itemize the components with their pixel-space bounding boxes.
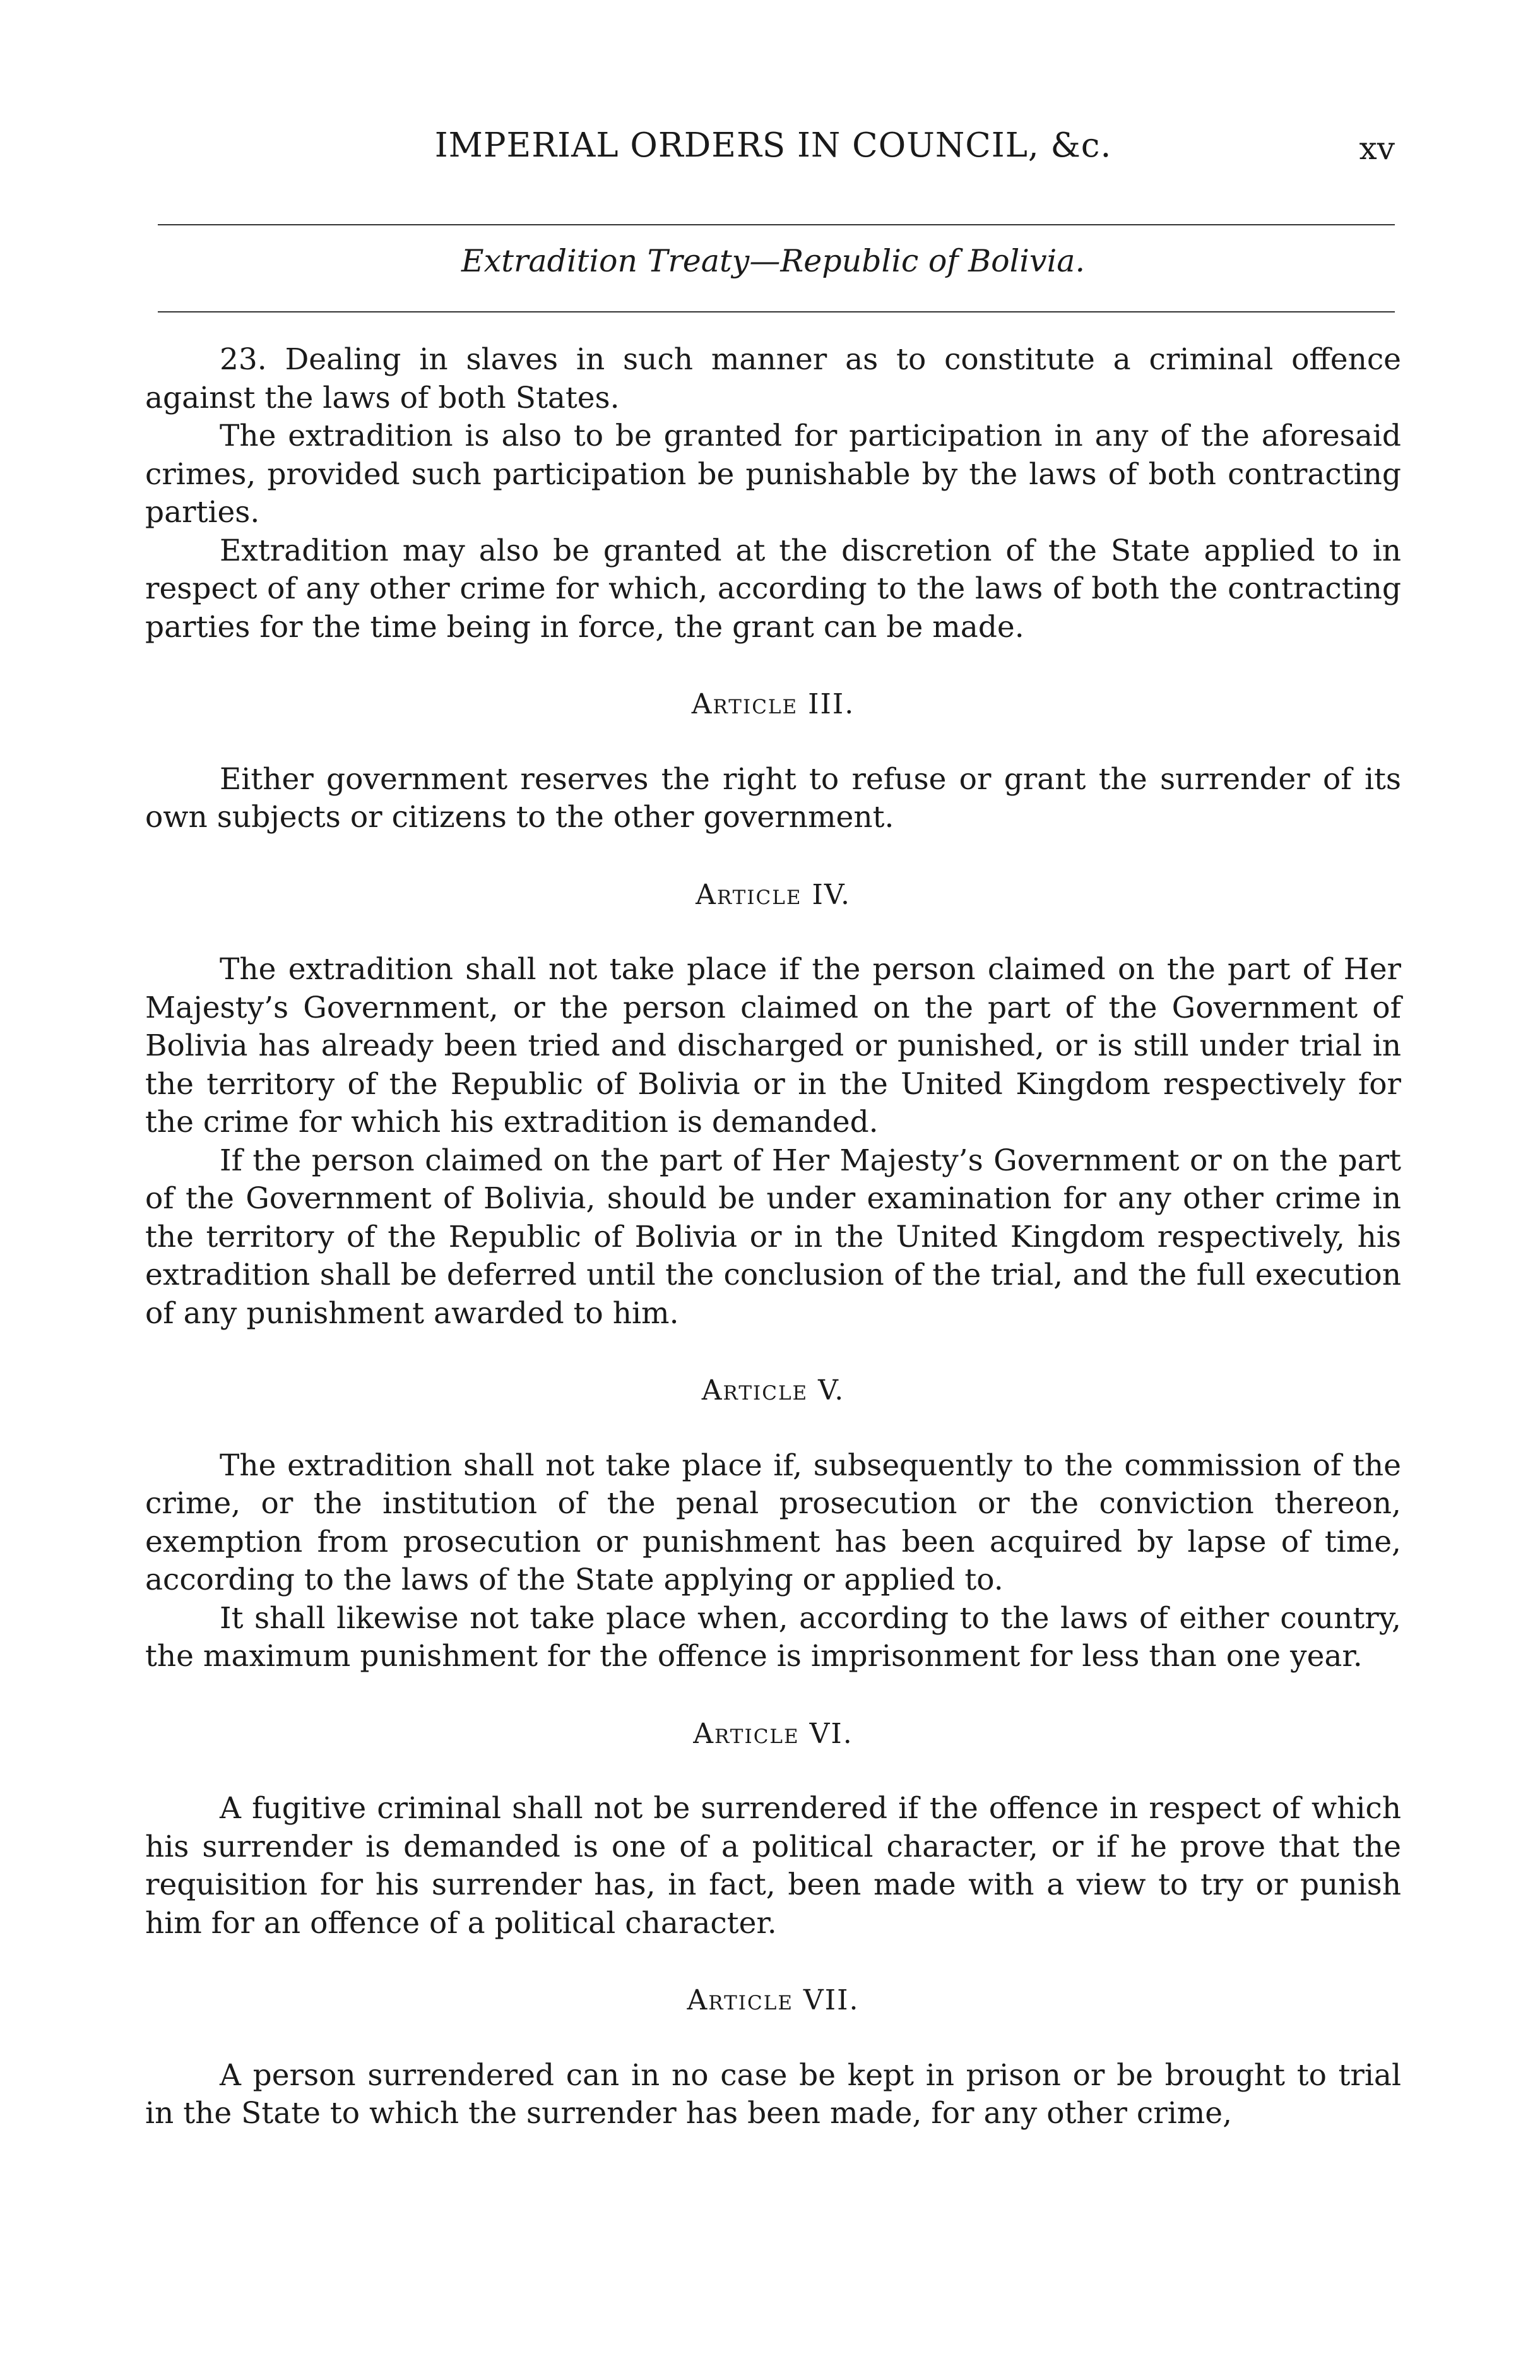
spacer <box>145 1333 1401 1372</box>
paragraph: It shall likewise not take place when, according to the laws of either country, the maximum punishment for the offence is imprisonment for less than one year. <box>145 1600 1401 1674</box>
body-text <box>145 341 1401 2133</box>
article-heading: Article VI. <box>693 1717 853 1750</box>
paragraph: The extradition is also to be granted for participation in any of the aforesaid crimes, provided such participation be punishable by the laws of both contracting parties. <box>145 419 1401 530</box>
header-rule-top <box>158 224 1395 225</box>
spacer <box>145 837 1401 876</box>
running-title: IMPERIAL ORDERS IN COUNCIL, &c. <box>434 126 1112 165</box>
paragraph: The extradition shall not take place if, subsequently to the commission of the crime, or the institution of the penal prosecution or the conviction thereon, exemption from prosecution or punishment has been acquired by lapse of time, according to the laws of the State applying or applied to. <box>145 1448 1401 1597</box>
spacer <box>145 2020 1401 2057</box>
spacer <box>145 1753 1401 1790</box>
article-heading: Article VII. <box>687 1984 860 2016</box>
spacer <box>145 914 1401 951</box>
paragraph: If the person claimed on the part of Her Majesty’s Government or on the part of the Government of Bolivia, should be under examination for any other crime in the territory of the Republic of Bolivia or in the United Kingdom respectively, his extradition shall be deferred until the conclusion of the trial, and the full execution of any punishment awarded to him. <box>145 1143 1401 1331</box>
article-heading: Article V. <box>701 1374 845 1407</box>
paragraph: Either government reserves the right to refuse or grant the surrender of its own subjects or citizens to the other government. <box>145 761 1401 835</box>
article-heading: Article III. <box>691 688 855 720</box>
paragraph: A fugitive criminal shall not be surrendered if the offence in respect of which his surrender is demanded is one of a political character, or if he prove that the requisition for his surrender has, in fact, been made with a view to try or punish him for an offence of a political character. <box>145 1791 1401 1941</box>
paragraph: Extradition may also be granted at the discretion of the State applied to in respect of any other crime for which, according to the laws of both the contracting parties for the time being in force, the grant can be made. <box>145 533 1401 645</box>
spacer <box>145 646 1401 686</box>
spacer <box>145 1676 1401 1715</box>
header-rule-bottom <box>158 311 1395 312</box>
page-number: xv <box>1359 130 1395 167</box>
running-head <box>145 126 1401 177</box>
paragraph: A person surrendered can in no case be kept in prison or be brought to trial in the State to which the surrender has been made, for any other crime, <box>145 2057 1401 2131</box>
spacer <box>145 1943 1401 1982</box>
section-subhead: Extradition Treaty—Republic of Bolivia. <box>461 243 1086 279</box>
paragraph: 23. Dealing in slaves in such manner as to constitute a criminal offence against the laws of both States. <box>145 342 1401 415</box>
spacer <box>145 1410 1401 1447</box>
spacer <box>145 724 1401 761</box>
article-heading: Article IV. <box>696 878 851 911</box>
paragraph: The extradition shall not take place if the person claimed on the part of Her Majesty’s Government, or the person claimed on the part of the Government of Bolivia has already been tried and discharged or punished, or is still under trial in the territory of the Republic of Bolivia or in the United Kingdom respectively for the crime for which his extradition is demanded. <box>145 952 1401 1139</box>
